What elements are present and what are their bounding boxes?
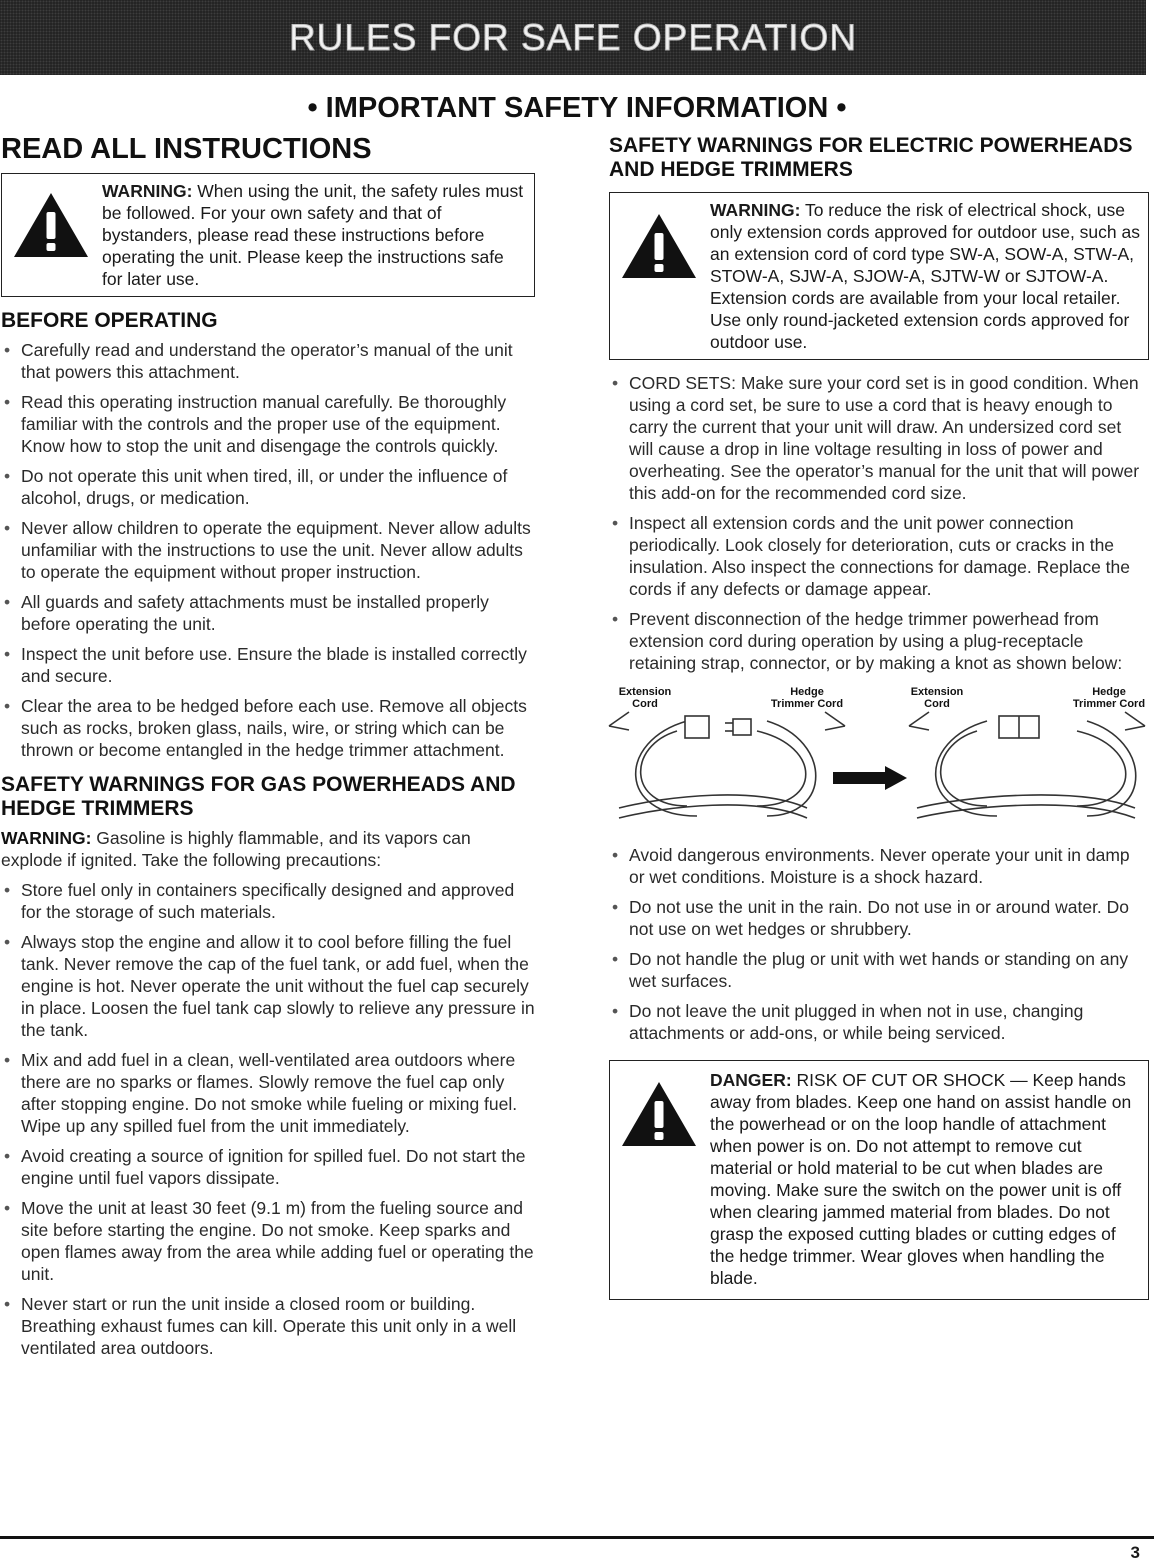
title-banner: [0, 0, 1146, 75]
danger-text: RISK OF CUT OR SHOCK — Keep hands away from blades. Keep one hand on assist handle on the powerhead or on the loop handle of attachment when power is on. Do not attempt to remove cut material or hold material to be cut when blades are moving. Make sure the switch on the power unit is off when clearing jammed material from blades. Do not grasp the exposed cutting blades or cutting edges of the hedge trimmer. Wear gloves when handling the blade.: [710, 1070, 1132, 1288]
danger-label: DANGER:: [710, 1070, 792, 1090]
list-item: • CORD SETS: Make sure your cord set is in good condition. When using a cord set, be sure to use a cord that is heavy enough to carry the current that your unit will draw. An undersized cord set will cause a drop in line voltage resulting in loss of power and overheating. See the operator’s manual for the unit that will power this add-on for the recommended cord size.: [609, 372, 1149, 504]
list-item: • Clear the area to be hedged before each use. Remove all objects such as rocks, broken glass, nails, wire, or string which can be thrown or become entangled in the hedge trimmer attachment.: [1, 695, 535, 761]
read-warning-box: [1, 173, 535, 297]
before-operating-list: [1, 339, 535, 761]
warning-text: To reduce the risk of electrical shock, use only extension cords approved for outdoor use, such as an extension cord of cord type SW-A, SOW-A, STW-A, STOW-A, SJW-A, SJOW-A, SJTW-W or SJTOW-A. Extension cords are available from your local retailer. Use only round-jacketed extension cords approved for outdoor use.: [710, 200, 1140, 352]
list-item: • Do not leave the unit plugged in when not in use, changing attachments or add-ons, or while being serviced.: [609, 1000, 1149, 1044]
gas-warning-paragraph: [1, 827, 535, 871]
electric-warnings-list-a: [609, 372, 1149, 674]
list-item: • Do not operate this unit when tired, ill, or under the influence of alcohol, drugs, or medication.: [1, 465, 535, 509]
list-item: • All guards and safety attachments must be installed properly before operating the unit.: [1, 591, 535, 635]
list-item: • Do not use the unit in the rain. Do not use in or around water. Do not use on wet hedges or shrubbery.: [609, 896, 1149, 940]
diagram-label-hedge-trimmer-cord: Hedge Trimmer Cord: [1072, 686, 1146, 710]
list-item: • Inspect the unit before use. Ensure the blade is installed correctly and secure.: [1, 643, 535, 687]
warning-label: WARNING:: [102, 181, 193, 201]
list-item: • Avoid dangerous environments. Never operate your unit in damp or wet conditions. Moisture is a shock hazard.: [609, 844, 1149, 888]
diagram-label-hedge-trimmer-cord: Hedge Trimmer Cord: [770, 686, 844, 710]
list-item: • Never allow children to operate the equipment. Never allow adults unfamiliar with the instructions to use the unit. Never allow adults to operate the equipment without proper instruction.: [1, 517, 535, 583]
page-number: 3: [1130, 1543, 1140, 1562]
diagram-label-extension-cord: Extension Cord: [618, 686, 672, 710]
electric-warnings-heading: SAFETY WARNINGS FOR ELECTRIC POWERHEADS AND HEDGE TRIMMERS: [609, 134, 1133, 181]
footer-rule: [0, 1536, 1154, 1539]
electric-warning-box: [609, 192, 1149, 360]
before-operating-heading: BEFORE OPERATING: [1, 309, 218, 332]
list-item: • Move the unit at least 30 feet (9.1 m) from the fueling source and site before starting the engine. Do not smoke. Keep sparks and open flames away from the area while adding fuel or operating the unit.: [1, 1197, 535, 1285]
electric-warnings-list-b: [609, 844, 1149, 1044]
list-item: • Do not handle the plug or unit with wet hands or standing on any wet surfaces.: [609, 948, 1149, 992]
gas-warning-label: WARNING:: [1, 828, 92, 848]
list-item: • Never start or run the unit inside a closed room or building. Breathing exhaust fumes can kill. Operate this unit only in a well ventilated area outdoors.: [1, 1293, 535, 1359]
right-column: [609, 134, 1149, 1300]
list-item: • Inspect all extension cords and the unit power connection periodically. Look closely for deterioration, cuts or cracks in the insulation. Also inspect the connections for damage. Replace the cords if any defects or damage appear.: [609, 512, 1149, 600]
danger-triangle-icon: [620, 1079, 698, 1149]
gas-warning-text: Gasoline is highly flammable, and its vapors can explode if ignited. Take the following precautions:: [1, 828, 471, 870]
list-item: • Carefully read and understand the operator’s manual of the unit that powers this attachment.: [1, 339, 535, 383]
list-item: • Always stop the engine and allow it to cool before filling the fuel tank. Never remove the cap of the fuel tank, or add fuel, when the engine is hot. Never operate the unit without the fuel cap securely in place. Loosen the fuel tank cap slowly to relieve any pressure in the tank.: [1, 931, 535, 1041]
list-item: • Read this operating instruction manual carefully. Be thoroughly familiar with the controls and the proper use of the equipment. Know how to stop the unit and disengage the controls quickly.: [1, 391, 535, 457]
banner-title: RULES FOR SAFE OPERATION: [288, 16, 858, 58]
warning-text: When using the unit, the safety rules must be followed. For your own safety and that of bystanders, please read these instructions before operating the unit. Please keep the instructions safe for later use.: [102, 181, 524, 289]
list-item: • Prevent disconnection of the hedge trimmer powerhead from extension cord during operation by using a plug-receptacle retaining strap, connector, or by making a knot as shown below:: [609, 608, 1149, 674]
warning-label: WARNING:: [710, 200, 801, 220]
read-instructions-heading: READ ALL INSTRUCTIONS: [1, 133, 372, 165]
left-column: [1, 134, 535, 1367]
warning-triangle-icon: [620, 211, 698, 281]
cord-knot-diagram: [607, 686, 1152, 826]
warning-triangle-icon: [12, 190, 90, 260]
list-item: • Avoid creating a source of ignition for spilled fuel. Do not start the engine until fuel vapors dissipate.: [1, 1145, 535, 1189]
diagram-label-extension-cord: Extension Cord: [910, 686, 964, 710]
gas-warnings-heading: SAFETY WARNINGS FOR GAS POWERHEADS AND HEDGE TRIMMERS: [1, 773, 516, 820]
danger-box: [609, 1060, 1149, 1300]
list-item: • Mix and add fuel in a clean, well-ventilated area outdoors where there are no sparks or flames. Slowly remove the fuel cap only after stopping engine. Do not smoke while fueling or mixing fuel. Wipe up any spilled fuel from the unit immediately.: [1, 1049, 535, 1137]
gas-warnings-list: [1, 879, 535, 1359]
list-item: • Store fuel only in containers specifically designed and approved for the storage of such materials.: [1, 879, 535, 923]
section-subtitle: • IMPORTANT SAFETY INFORMATION •: [307, 92, 847, 124]
cord-knot-illustration: [607, 686, 1152, 826]
